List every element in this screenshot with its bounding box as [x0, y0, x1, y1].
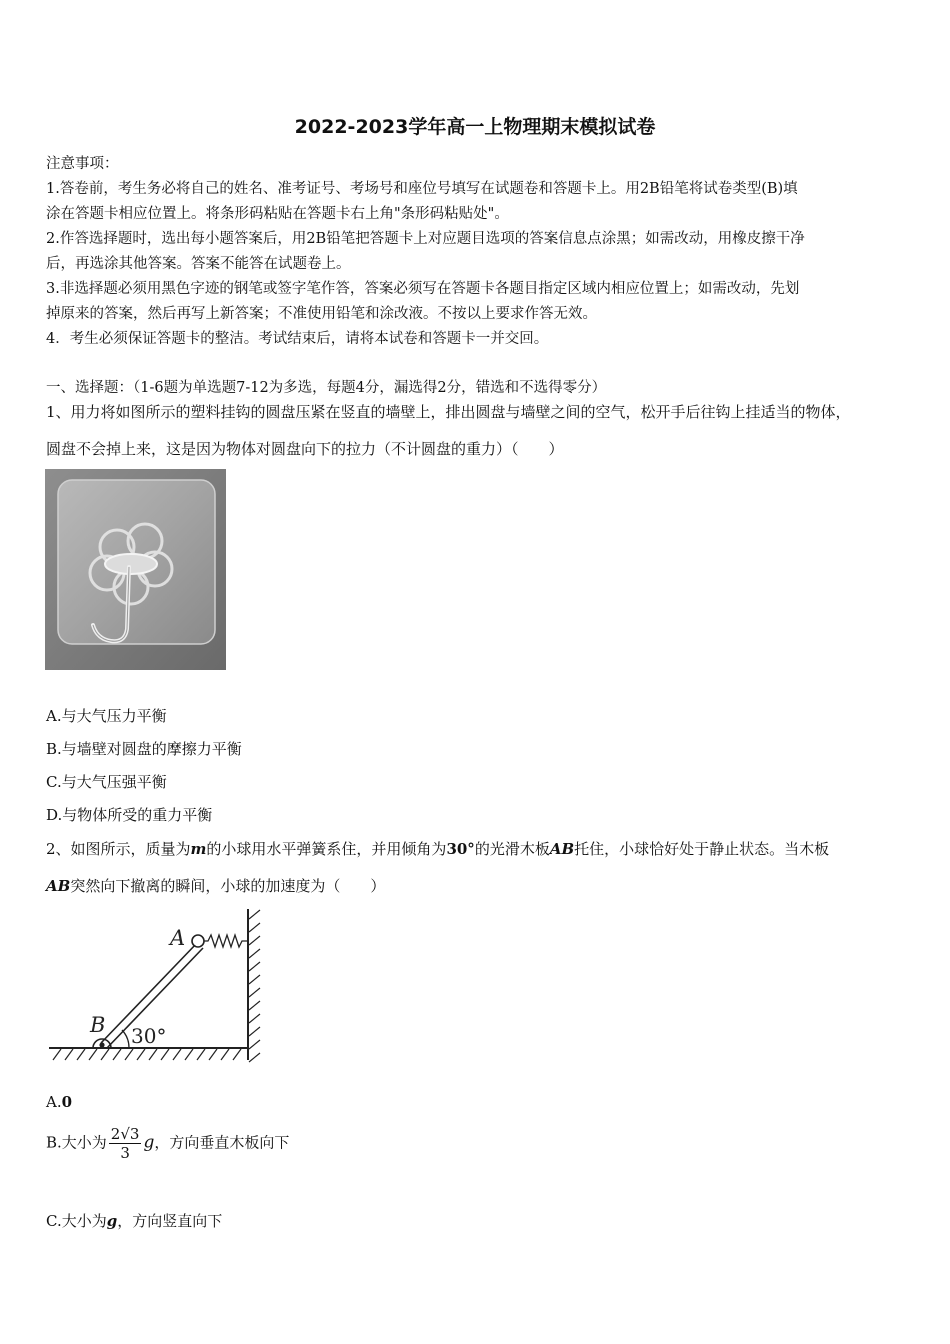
q2-text-part: 的光滑木板: [474, 840, 550, 858]
section-heading: 一、选择题：（1-6题为单选题7-12为多选，每题4分，漏选得2分，错选和不选得零分）: [46, 380, 607, 396]
question-2-text: [46, 838, 829, 859]
page-title: 2022-2023学年高一上物理期末模拟试卷: [294, 116, 656, 138]
q2-option-c: [46, 1210, 222, 1231]
q2-text-part: 突然向下撤离的瞬间，小球的加速度为（ ）: [70, 877, 386, 895]
label-a: A: [170, 926, 186, 950]
q2-option-b: [46, 1125, 289, 1162]
notice-line: 掉原来的答案，然后再写上新答案；不准使用铅笔和涂改液。不按以上要求作答无效。: [46, 306, 597, 322]
q2-text-part: 的小球用水平弹簧系住，并用倾角为: [206, 840, 447, 858]
label-b: B: [90, 1013, 106, 1037]
question-1-text: 1、用力将如图所示的塑料挂钩的圆盘压紧在竖直的墙壁上，排出圆盘与墙壁之间的空气，松开手后往钩上挂适当的物体，: [46, 403, 851, 421]
option-a: A.与大气压力平衡: [46, 707, 167, 725]
option-prefix: B.大小为: [46, 1133, 107, 1152]
option-d: D.与物体所受的重力平衡: [46, 806, 213, 824]
board-symbol: AB: [46, 877, 71, 895]
notice-line: 1.答卷前，考生务必将自己的姓名、准考证号、考场号和座位号填写在试题卷和答题卡上。用2B铅笔将试卷类型(B)填: [46, 181, 798, 197]
gravity-symbol: g: [143, 1132, 155, 1153]
question-2-text: [46, 875, 385, 896]
q2-text-part: 托住，小球恰好处于静止状态。当木板: [574, 840, 830, 858]
notice-line: 3.非选择题必须用黑色字迹的钢笔或签字笔作答，答案必须写在答题卡各题目指定区域内相应位置上；如需改动，先划: [46, 281, 800, 297]
notice-line: 4．考生必须保证答题卡的整洁。考试结束后，请将本试卷和答题卡一并交回。: [46, 331, 549, 347]
question-1-text: 圆盘不会掉上来，这是因为物体对圆盘向下的拉力（不计圆盘的重力）（ ）: [46, 440, 564, 458]
option-prefix: A.: [46, 1093, 62, 1111]
incline-spring-diagram: [45, 905, 270, 1065]
fraction-denominator: 3: [120, 1144, 130, 1162]
fraction: [109, 1125, 142, 1162]
fraction-numerator: 2√3: [110, 1125, 140, 1143]
q2-option-a: [46, 1093, 72, 1111]
notice-line: 2.作答选择题时，选出每小题答案后，用2B铅笔把答题卡上对应题目选项的答案信息点涂黑；如需改动，用橡皮擦干净: [46, 231, 805, 247]
notice-line: 涂在答题卡相应位置上。将条形码粘贴在答题卡右上角"条形码粘贴处"。: [46, 206, 509, 222]
angle-value: 30°: [446, 840, 475, 858]
option-b: B.与墙壁对圆盘的摩擦力平衡: [46, 740, 242, 758]
label-angle: 30°: [131, 1024, 167, 1048]
board-symbol: AB: [549, 840, 575, 858]
notice-heading: 注意事项：: [46, 156, 119, 172]
suction-hook-photo: [45, 469, 226, 670]
mass-symbol: m: [190, 840, 207, 858]
option-suffix: ，方向垂直木板向下: [154, 1133, 290, 1152]
q2-text-part: 2、如图所示，质量为: [46, 840, 191, 858]
option-suffix: ，方向竖直向下: [117, 1212, 223, 1230]
option-value: 0: [61, 1093, 73, 1111]
gravity-symbol: g: [106, 1212, 118, 1230]
option-prefix: C.大小为: [46, 1212, 107, 1230]
option-c: C.与大气压强平衡: [46, 773, 167, 791]
notice-line: 后，再选涂其他答案。答案不能答在试题卷上。: [46, 256, 351, 272]
